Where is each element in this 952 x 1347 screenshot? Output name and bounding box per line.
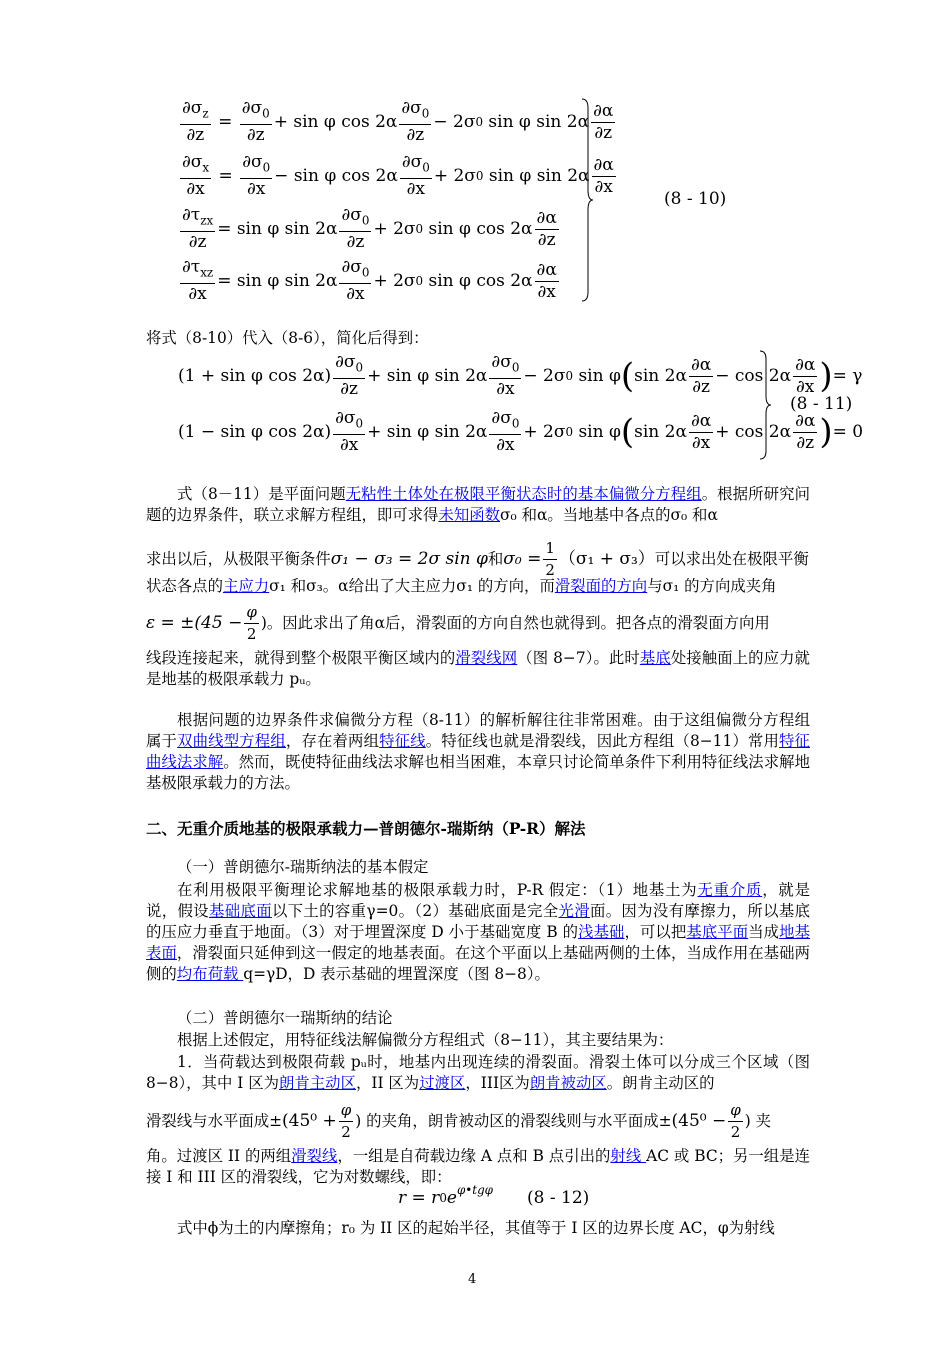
para1-line4: 状态各点的主应力σ₁ 和σ₃。α给出了大主应力σ₁ 的方向，而滑裂面的方向与σ₁ 的方向成夹角 xyxy=(146,577,777,595)
paragraph-analytic-solution: 根据问题的边界条件求偏微分方程（8-11）的解析解往往非常困难。由于这组偏微分方程组属于双曲线型方程组，存在着两组特征线。特征线也就是滑裂线，因此方程组（8−11）常用特征曲线法求解。然而，既使特征曲线法求解也相当困难，本章只讨论简单条件下利用特征线法求解地基极限承载力的方法。 xyxy=(146,711,810,792)
eq-8-10-row3: $\frac{\partial\tau_{zx}}{\partial z}$ = sin φ sin 2α $\frac{\partial\sigma_0}{\partial z}$ + 2σ 0 sin φ cos 2α $\frac{\partial\alpha}{\partial z}$ xyxy=(182,205,557,253)
link-ray[interactable]: 射线 xyxy=(610,1147,647,1165)
eq-8-10-row2: $\frac{\partial\sigma_x}{\partial x}$ = $\frac{\partial\sigma_0}{\partial x}$ − sin φ cos 2α $\frac{\partial\sigma_0}{\partial x}$ + 2σ 0 sin φ sin 2α $\frac{\partial\alpha}{\partial x}$ xyxy=(182,152,614,200)
link-rankine-passive-zone[interactable]: 朗肯被动区 xyxy=(529,1074,607,1092)
para1-line1-2: 式（8－11）是平面问题无粘性土体处在极限平衡状态时的基本偏微分方程组。根据所研究问题的边界条件，联立求解方程组，即可求得未知函数σ₀ 和α。当地基中各点的σ₀ 和α xyxy=(146,485,810,524)
link-ground-surface[interactable]: 地基表面 xyxy=(146,923,810,962)
paragraph-pr-assumptions: 在利用极限平衡理论求解地基的极限承载力时，P-R 假定：（1）地基土为无重介质，就是说，假设基础底面以下土的容重γ=0。（2）基础底面是完全光滑面。因为没有摩擦力，所以基底的压应力垂直于地面。（3）对于埋置深度 D 小于基础宽度 B 的浅基础，可以把基底平面当成地基表面，滑裂面只延伸到这一假定的地基表面。在这个平面以上基础两侧的土体，当成作用在基础两侧的均布荷载 q=γD，D 表示基础的埋置深度（图 8−8）。 xyxy=(146,881,810,983)
link-base-plane[interactable]: 基底平面 xyxy=(686,923,749,941)
eq-8-11-row1: (1 + sin φ cos 2α) $\frac{\partial\sigma_0}{\partial z}$ + sin φ sin 2α $\frac{\partial\sigma_0}{\partial x}$ − 2σ 0 sin φ ( sin 2α $\frac{\partial\alpha}{\partial z}$ − cos 2α $\frac{\partial\alpha}{\partial x}$ ) = γ xyxy=(178,352,863,400)
link-foundation-base[interactable]: 基底 xyxy=(639,649,671,667)
link-basic-pde[interactable]: 无粘性土体处在极限平衡状态时的基本偏微分方程组 xyxy=(345,485,702,503)
para1-line3: 求出以后，从极限平衡条件 σ₁ − σ₃ = 2σ sin φ 和 σ₀ = $\frac{1}{2}$ （σ₁ + σ₃） 可以求出处在极限平衡 xyxy=(146,539,809,579)
para5-line1-2: 1．当荷载达到极限荷载 pᵤ时，地基内出现连续的滑裂面。滑裂土体可以分成三个区域（图 8−8），其中 I 区为朗肯主动区，II 区为过渡区，III区为朗肯被动区。朗肯主动区的 xyxy=(146,1053,810,1092)
section-heading-pr-solution: 二、无重介质地基的极限承载力—普朗德尔-瑞斯纳（P-R）解法 xyxy=(146,819,586,838)
link-unknown-function[interactable]: 未知函数 xyxy=(438,506,501,524)
page-number: 4 xyxy=(468,1272,477,1287)
eq-8-10-row1: $\frac{\partial\sigma_z}{\partial z}$ = $\frac{\partial\sigma_0}{\partial z}$ + sin φ cos 2α $\frac{\partial\sigma_0}{\partial z}$ − 2σ 0 sin φ sin 2α $\frac{\partial\alpha}{\partial z}$ xyxy=(182,98,614,146)
link-uniform-load[interactable]: 均布荷载 xyxy=(176,965,244,983)
link-foundation-bottom[interactable]: 基础底面 xyxy=(208,902,272,920)
link-slip-direction[interactable]: 滑裂面的方向 xyxy=(554,577,648,595)
paragraph-main-results: 根据上述假定，用特征线法解偏微分方程组式（8−11），其主要结果为： xyxy=(177,1031,674,1049)
eq-8-10-number: (8 - 10) xyxy=(664,189,727,209)
eq-8-10-row4: $\frac{\partial\tau_{xz}}{\partial x}$ = sin φ sin 2α $\frac{\partial\sigma_0}{\partial x}$ + 2σ 0 sin φ cos 2α $\frac{\partial\alpha}{\partial x}$ xyxy=(182,257,557,305)
link-characteristic-line[interactable]: 特征线 xyxy=(379,732,426,750)
paragraph-variable-definitions: 式中ϕ为土的内摩擦角；r₀ 为 II 区的起始半径，其值等于 I 区的边界长度 AC，φ为射线 xyxy=(177,1219,775,1237)
eq-8-10-brace xyxy=(580,98,594,302)
para1-line5: ε = ±(45 − $\frac{\varphi}{2}$ )。因此求出了角α后，滑裂面的方向自然也就得到。把各点的滑裂面方向用 xyxy=(146,603,770,643)
para5-line4-5: 角。过渡区 II 的两组滑裂线，一组是自荷载边缘 A 点和 B 点引出的射线 AC 或 BC；另一组是连接 I 和 III 区的滑裂线，它为对数螺线，即： xyxy=(146,1147,810,1186)
link-slip-lines[interactable]: 滑裂线 xyxy=(291,1147,338,1165)
link-hyperbolic-equations[interactable]: 双曲线型方程组 xyxy=(177,732,286,750)
equation-8-12: r = r 0 e $^{\varphi•tg\varphi}$ (8 - 12) xyxy=(398,1183,590,1208)
link-smooth[interactable]: 光滑 xyxy=(558,902,590,920)
subheading-assumptions: （一）普朗德尔-瑞斯纳法的基本假定 xyxy=(177,858,429,876)
link-transition-zone[interactable]: 过渡区 xyxy=(419,1074,466,1092)
eq-8-11-number: (8 - 11) xyxy=(790,394,853,414)
link-rankine-active-zone[interactable]: 朗肯主动区 xyxy=(279,1074,356,1092)
eq-8-11-row2: (1 − sin φ cos 2α) $\frac{\partial\sigma_0}{\partial x}$ + sin φ sin 2α $\frac{\partial\sigma_0}{\partial x}$ + 2σ 0 sin φ ( sin 2α $\frac{\partial\alpha}{\partial x}$ + cos 2α $\frac{\partial\alpha}{\partial z}$ ) = 0 xyxy=(178,408,864,456)
para1-line6-7: 线段连接起来，就得到整个极限平衡区域内的滑裂线网（图 8−7）。此时基底处接触面上的应力就是地基的极限承载力 pᵤ。 xyxy=(146,649,810,688)
eq-8-11-brace xyxy=(758,350,772,460)
link-characteristic-method[interactable]: 特征曲线法求解 xyxy=(146,732,810,771)
link-weightless-medium[interactable]: 无重介质 xyxy=(697,881,763,899)
link-principal-stress[interactable]: 主应力 xyxy=(222,577,270,595)
link-shallow-foundation[interactable]: 浅基础 xyxy=(578,923,625,941)
para-substitute: 将式（8-10）代入（8-6），简化后得到： xyxy=(146,329,429,347)
link-slip-line-net[interactable]: 滑裂线网 xyxy=(455,649,518,667)
para5-line3: 滑裂线与水平面成± (45⁰ + $\frac{\varphi}{2}$ ) 的夹角，朗肯被动区的滑裂线则与水平面成± (45⁰ − $\frac{\varphi}{2}$ ) 夹 xyxy=(146,1101,772,1141)
subheading-conclusions: （二）普朗德尔一瑞斯纳的结论 xyxy=(177,1009,393,1027)
